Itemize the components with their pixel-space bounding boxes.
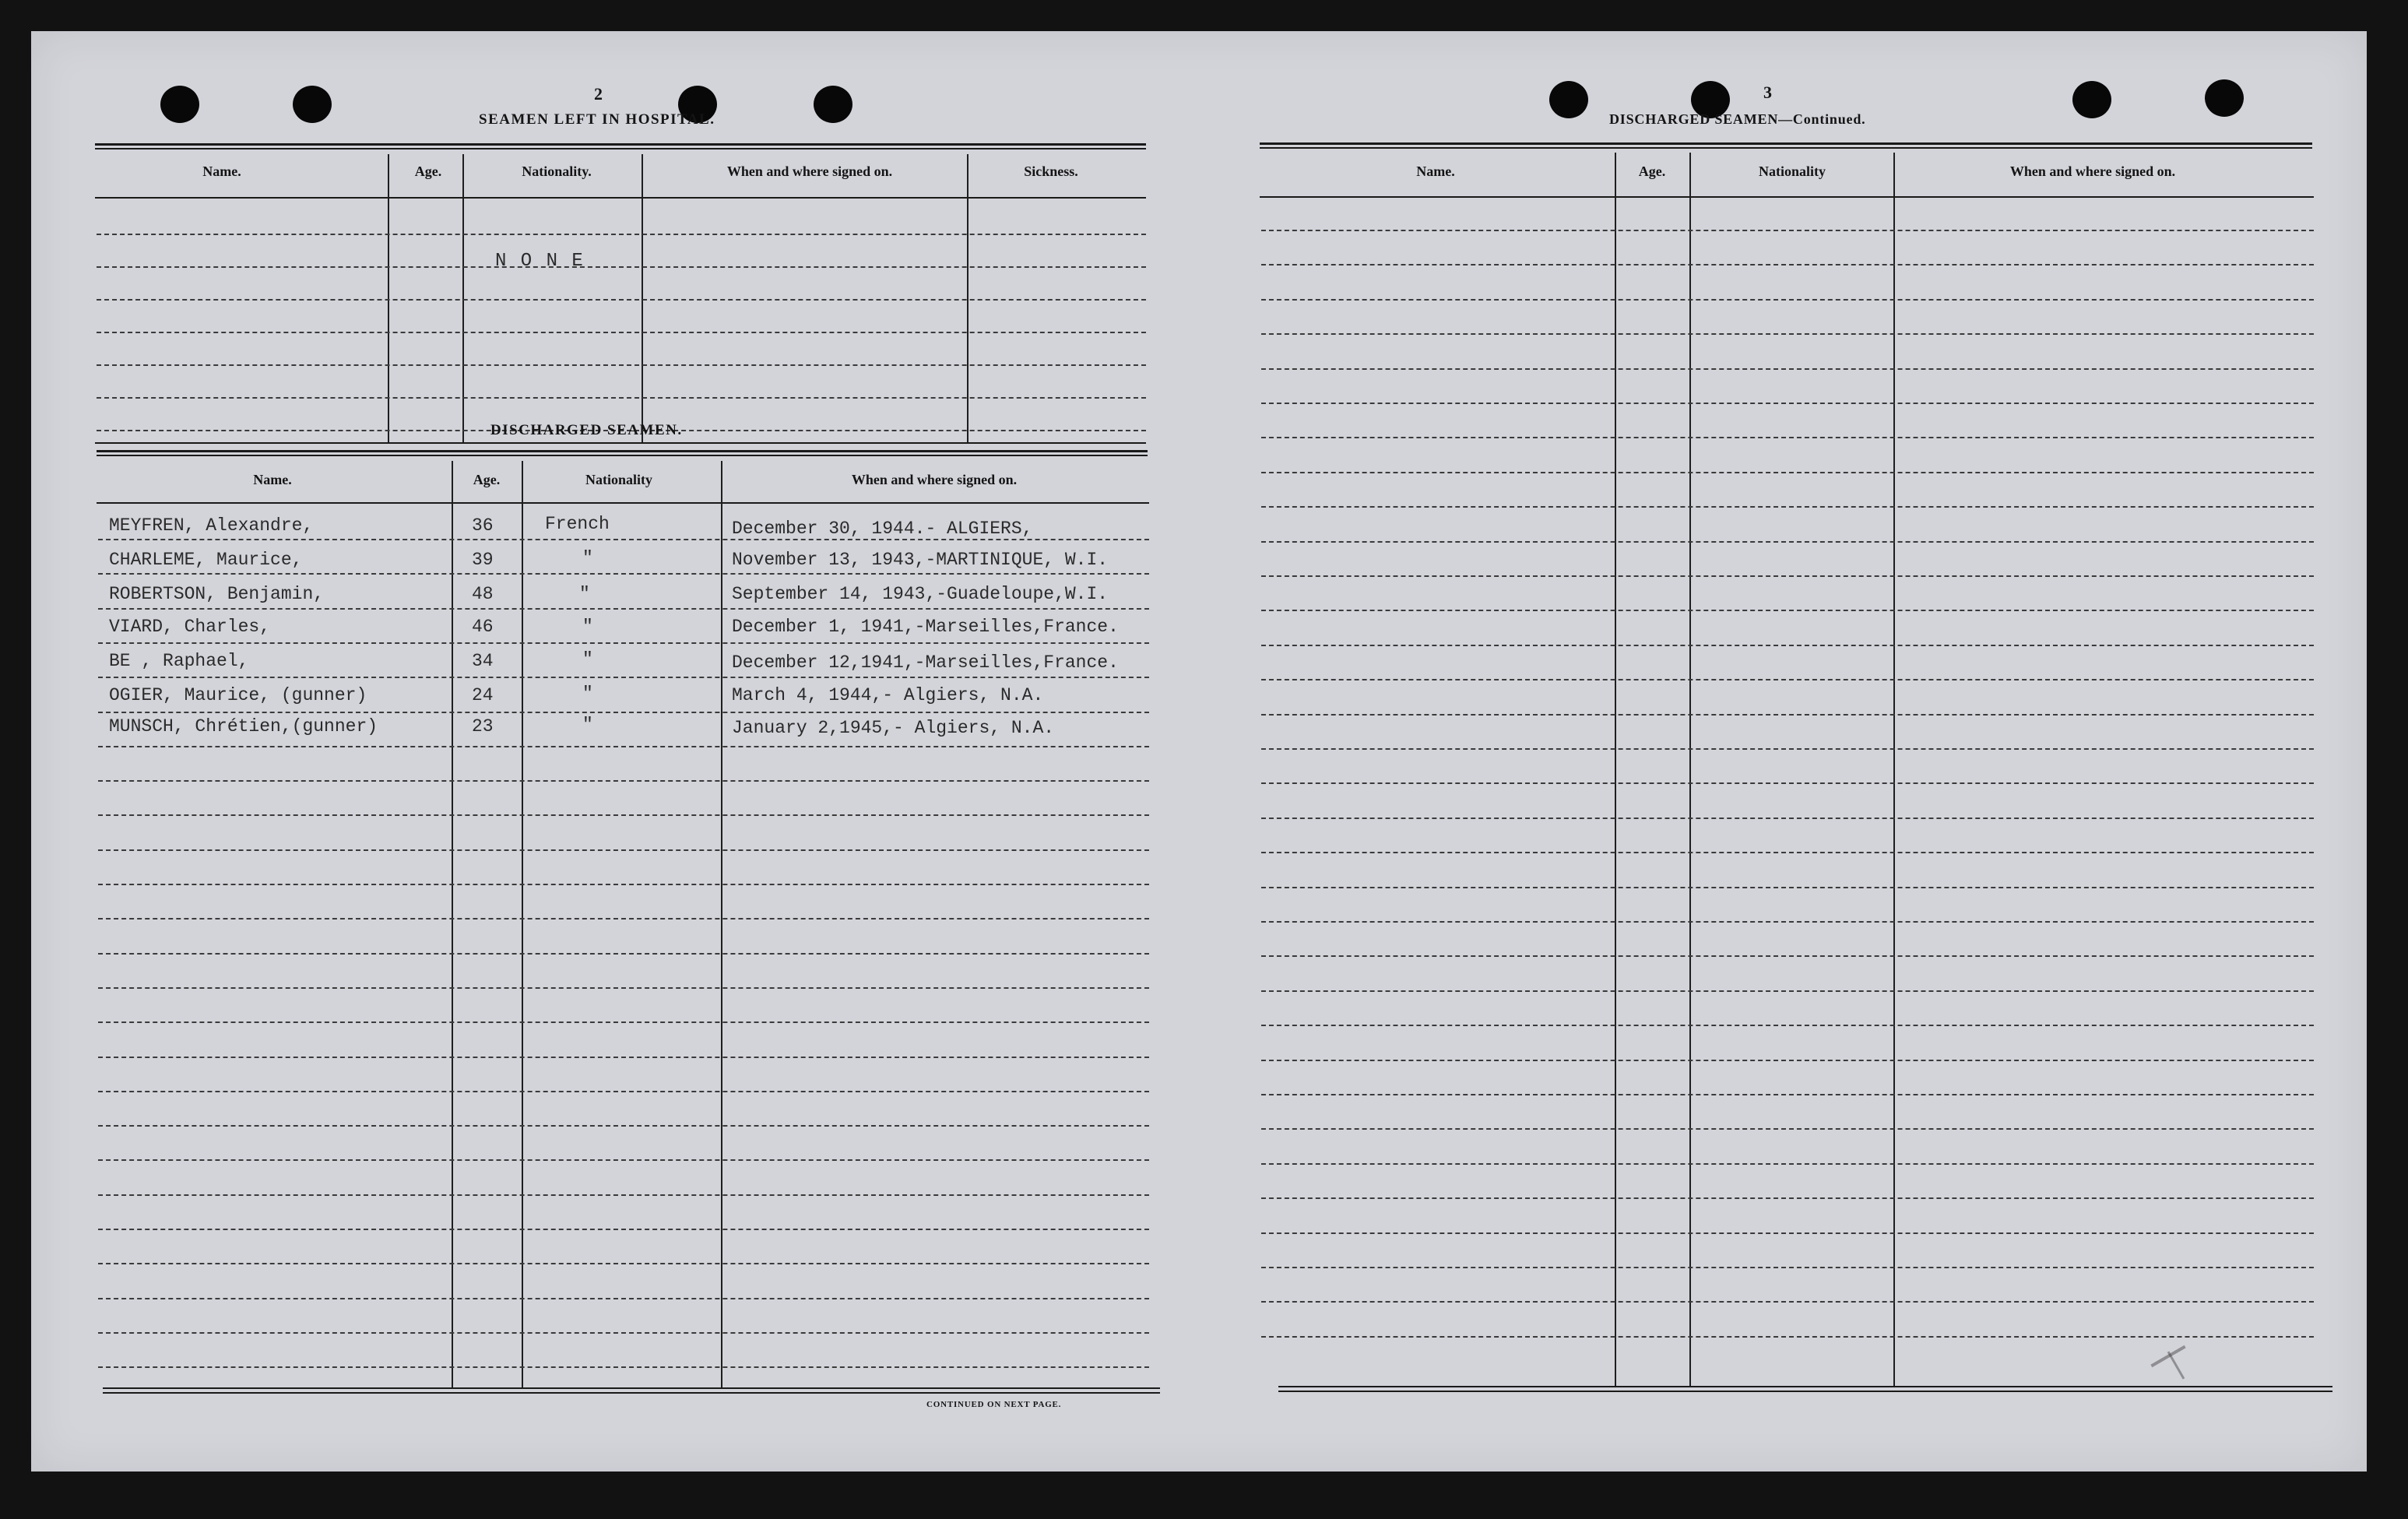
row-line <box>1261 1301 2314 1303</box>
seaman-nationality: " <box>582 715 593 735</box>
row-line <box>97 332 1146 333</box>
row-line <box>97 234 1146 235</box>
row-line <box>1261 1267 2314 1268</box>
row-line <box>98 539 1149 540</box>
column-header-age: Age. <box>1638 164 1666 179</box>
row-line <box>1261 887 2314 888</box>
column-header-nationality: Nationality. <box>522 164 592 179</box>
row-line <box>98 814 1149 816</box>
column-header-signed-on: When and where signed on. <box>2009 164 2176 179</box>
column-divider <box>452 461 453 1387</box>
row-line <box>1261 1232 2314 1234</box>
row-line <box>1261 679 2314 680</box>
row-line <box>1261 714 2314 716</box>
row-line <box>1261 264 2314 265</box>
seaman-signed-on: March 4, 1944,- Algiers, N.A. <box>732 685 1044 705</box>
page-number: 3 <box>1763 83 1772 102</box>
continued-note: CONTINUED ON NEXT PAGE. <box>926 1400 1062 1409</box>
row-line <box>1261 368 2314 370</box>
seaman-nationality: " <box>582 617 593 637</box>
seaman-nationality: " <box>582 649 593 670</box>
row-line <box>98 1194 1149 1196</box>
seaman-age: 36 <box>472 515 494 536</box>
column-header-age: Age. <box>414 164 442 179</box>
row-line <box>97 364 1146 366</box>
column-header-name: Name. <box>1416 164 1455 179</box>
seaman-name: VIARD, Charles, <box>109 617 271 637</box>
row-line <box>98 608 1149 610</box>
row-line <box>1261 852 2314 853</box>
row-line <box>98 918 1149 919</box>
row-line <box>1261 1094 2314 1095</box>
seaman-age: 39 <box>472 550 494 570</box>
seaman-name: ROBERTSON, Benjamin, <box>109 584 325 604</box>
row-line <box>98 712 1149 713</box>
page-number: 2 <box>594 84 603 104</box>
column-divider <box>1615 153 1616 1387</box>
row-line <box>1261 818 2314 819</box>
row-line <box>1261 1060 2314 1061</box>
column-header-signed-on: When and where signed on. <box>851 472 1018 487</box>
seaman-name: CHARLEME, Maurice, <box>109 550 303 570</box>
column-header-signed-on: When and where signed on. <box>726 164 893 179</box>
seaman-name: OGIER, Maurice, (gunner) <box>109 685 367 705</box>
row-line <box>98 1332 1149 1334</box>
row-line <box>1261 782 2314 784</box>
row-line <box>98 1091 1149 1092</box>
row-line <box>97 299 1146 301</box>
row-line <box>1261 472 2314 473</box>
row-line <box>1261 1163 2314 1165</box>
row-line <box>1261 921 2314 923</box>
row-line <box>97 397 1146 399</box>
seaman-nationality: " <box>579 584 590 604</box>
row-line <box>98 746 1149 747</box>
table-top-rule <box>97 455 1148 456</box>
discharged-continued-title: DISCHARGED SEAMEN—Continued. <box>1609 111 1866 127</box>
row-line <box>98 1298 1149 1299</box>
row-line <box>1261 575 2314 577</box>
row-line <box>1261 230 2314 231</box>
row-line <box>1261 541 2314 543</box>
column-header-nationality: Nationality <box>1758 164 1826 179</box>
column-divider <box>1689 153 1691 1387</box>
seaman-nationality: " <box>582 684 593 704</box>
seaman-name: BE , Raphael, <box>109 651 249 671</box>
row-line <box>1261 1128 2314 1130</box>
punch-hole <box>2072 81 2111 118</box>
column-divider <box>721 461 722 1387</box>
seaman-age: 24 <box>472 685 494 705</box>
table-bottom-rule <box>1278 1391 2332 1392</box>
row-line <box>98 677 1149 678</box>
seaman-nationality: " <box>582 548 593 568</box>
row-line <box>1261 1197 2314 1199</box>
row-line <box>98 1057 1149 1058</box>
table-top-rule <box>1260 147 2312 149</box>
seaman-name: MEYFREN, Alexandre, <box>109 515 314 536</box>
seaman-age: 48 <box>472 584 494 604</box>
column-header-sickness: Sickness. <box>1024 164 1078 179</box>
row-line <box>1261 1336 2314 1338</box>
row-line <box>98 1263 1149 1264</box>
seaman-signed-on: November 13, 1943,-MARTINIQUE, W.I. <box>732 550 1109 570</box>
table-top-rule <box>95 143 1146 146</box>
row-line <box>98 987 1149 989</box>
row-line <box>1261 645 2314 646</box>
row-line <box>1261 403 2314 404</box>
ink-smudge <box>2167 1351 2185 1379</box>
table-top-rule <box>1260 142 2312 145</box>
row-line <box>98 1159 1149 1161</box>
row-line <box>1261 333 2314 335</box>
punch-hole <box>814 86 852 123</box>
row-line <box>98 1229 1149 1230</box>
punch-hole <box>160 86 199 123</box>
document-sheet <box>31 31 2367 1472</box>
row-line <box>1261 506 2314 508</box>
row-line <box>98 1021 1149 1023</box>
row-line <box>98 849 1149 851</box>
seaman-signed-on: January 2,1945,- Algiers, N.A. <box>732 718 1055 738</box>
table-bottom-rule <box>1278 1386 2332 1387</box>
row-line <box>98 780 1149 782</box>
column-divider <box>522 461 523 1387</box>
punch-hole <box>1549 81 1588 118</box>
header-rule <box>97 502 1149 504</box>
seaman-age: 23 <box>472 716 494 737</box>
row-line <box>1261 610 2314 611</box>
header-rule <box>1260 196 2314 198</box>
seaman-age: 34 <box>472 651 494 671</box>
row-line <box>98 884 1149 885</box>
header-rule <box>95 197 1146 199</box>
row-line <box>1261 955 2314 957</box>
row-line <box>98 953 1149 955</box>
row-line <box>98 573 1149 575</box>
row-line <box>98 1125 1149 1127</box>
row-line <box>1261 1025 2314 1026</box>
row-line <box>97 266 1146 268</box>
column-header-name: Name. <box>253 472 292 487</box>
ink-smudge <box>2150 1345 2185 1367</box>
row-line <box>1261 748 2314 750</box>
hospital-entry-none: N O N E <box>495 251 585 272</box>
seaman-signed-on: December 1, 1941,-Marseilles,France. <box>732 617 1119 637</box>
seaman-nationality: French <box>545 514 610 534</box>
seaman-signed-on: December 30, 1944.- ALGIERS, <box>732 519 1033 539</box>
table-bottom-rule <box>103 1392 1160 1394</box>
row-line <box>1261 299 2314 301</box>
seaman-age: 46 <box>472 617 494 637</box>
table-bottom-rule <box>103 1387 1160 1389</box>
punch-hole <box>293 86 332 123</box>
column-header-nationality: Nationality <box>585 472 653 487</box>
section-end-rule <box>95 442 1146 444</box>
seaman-signed-on: December 12,1941,-Marseilles,France. <box>732 652 1119 673</box>
row-line <box>1261 437 2314 438</box>
discharged-section-title: DISCHARGED SEAMEN. <box>490 422 683 438</box>
column-header-age: Age. <box>473 472 501 487</box>
table-top-rule <box>97 450 1148 452</box>
column-divider <box>1893 153 1895 1387</box>
hospital-section-title: SEAMEN LEFT IN HOSPITAL. <box>479 111 715 128</box>
seaman-signed-on: September 14, 1943,-Guadeloupe,W.I. <box>732 584 1109 604</box>
column-header-name: Name. <box>202 164 241 179</box>
row-line <box>1261 990 2314 992</box>
table-top-rule <box>95 148 1146 149</box>
seaman-name: MUNSCH, Chrétien,(gunner) <box>109 716 378 737</box>
punch-hole <box>2205 79 2244 117</box>
row-line <box>98 1366 1149 1368</box>
row-line <box>98 642 1149 644</box>
